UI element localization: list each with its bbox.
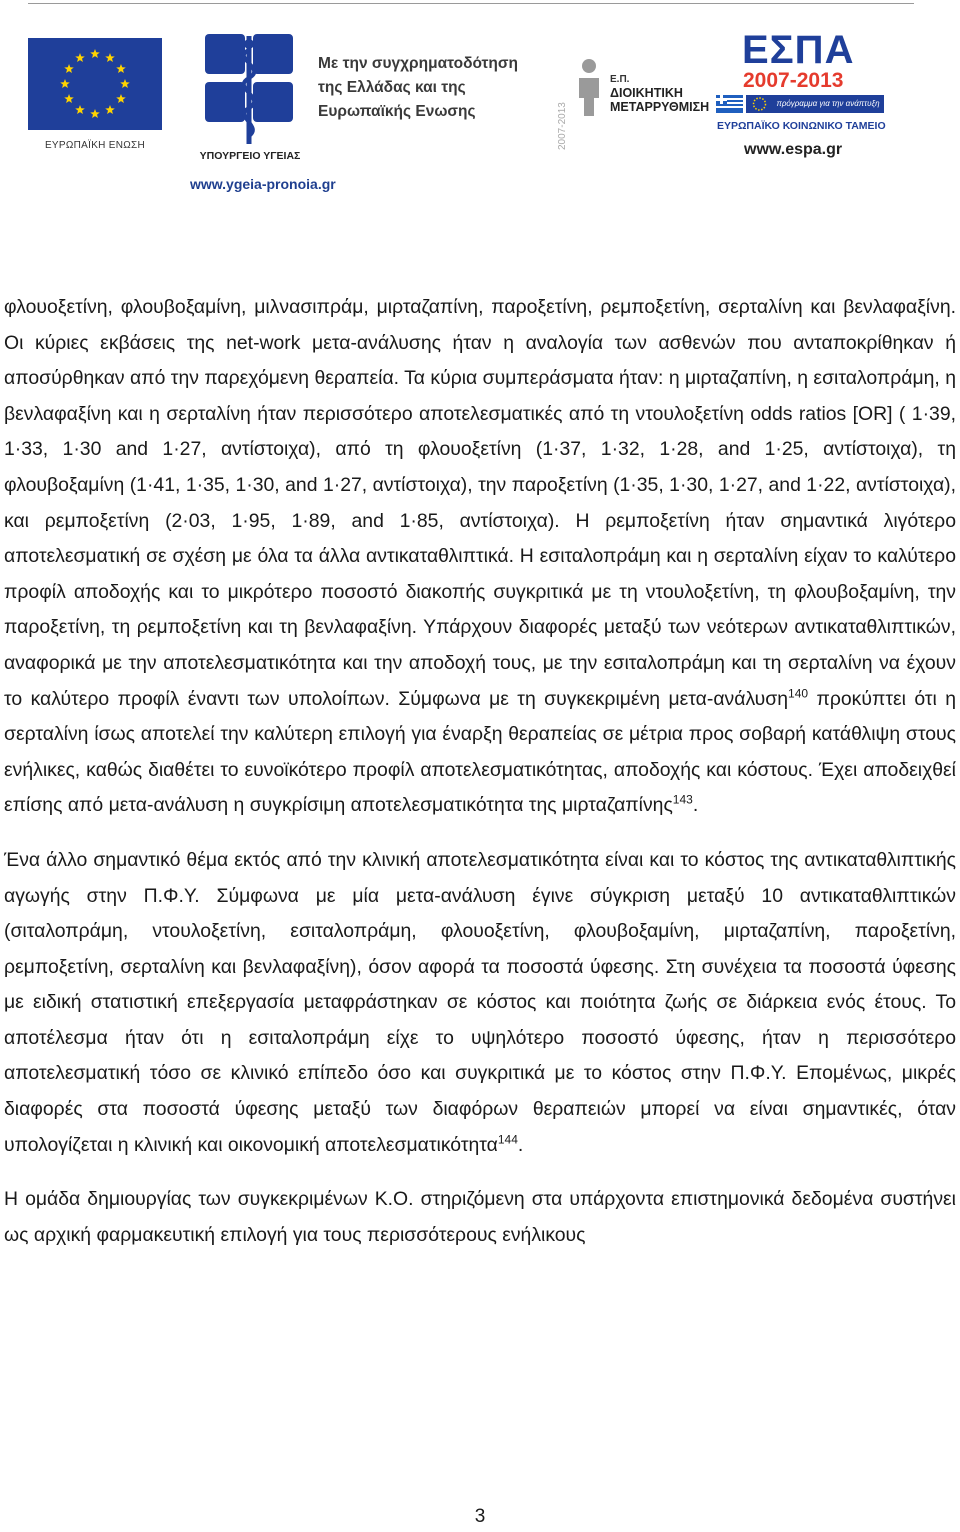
espa-url-link[interactable]: www.espa.gr bbox=[744, 141, 843, 158]
paragraph-text: προκύπτει ότι η σερταλίνη ίσως αποτελεί την καλύτερη επιλογή για έναρξη θεραπείας σε μέτρια προς σοβαρή κατάθλιψη στους ενήλικες, καθώς διαθέτει το ευνοϊκότερο προφίλ αποτελεσματικότητας, αποδοχής και κόστους. Έχει αποδειχθεί επίσης από μετα-ανάλυση η συγκρίσιμη αποτελεσματικότητα της μιρταζαπίνης bbox=[4, 687, 957, 817]
admin-small-label: Ε.Π. bbox=[610, 74, 630, 85]
page-number: 3 bbox=[474, 1506, 486, 1527]
reference-superscript: 143 bbox=[672, 792, 693, 807]
eu-flag-logo bbox=[28, 38, 162, 130]
person-figure-icon bbox=[576, 58, 602, 116]
paragraph-2 bbox=[4, 843, 956, 1163]
cofunding-line: Ευρωπαϊκής Ενωσης bbox=[318, 103, 476, 120]
paragraph-text: Ένα άλλο σημαντικό θέμα εκτός από την κλινική αποτελεσματικότητα είναι και το κόστος της αντικαταθλιπτικής αγωγής στην Π.Φ.Υ. Σύμφωνα με μία μετα-ανάλυση έγινε σύγκριση μεταξύ 10 αντικαταθλιπτικών (σιταλοπράμη, ντουλοξετίνη, εσιταλοπράμη, φλουοξετίνη, φλουβοξαμίνη, μιρταζαπίνη, παροξετίνη, ρεμποξετίνη, σερταλίνη και βενλαφαξίνη), όσον αφορά τα ποσοστά ύφεσης. Στη συνέχεια τα ποσοστά ύφεσης με ειδική στατιστική επεξεργασία μεταφράστηκαν σε κόστος και ποιότητα ζωής σε διάρκεια ενός έτους. Το αποτέλεσμα ήταν ότι η εσιταλοπράμη είχε το υψηλότερο ποσοστό ύφεσης, ήταν η περισσότερο αποτελεσματική τόσο σε κλινικό επίπεδο όσο και συγκριτικά με το κόστος στην Π.Φ.Υ. Επομένως, μικρές διαφορές στα ποσοστά ύφεσης μεταξύ των διαφόρων θεραπειών μπορεί να είναι σημαντικές, όταν υπολογίζεται η κλινική και οικονομική αποτελεσματικότητα bbox=[4, 848, 956, 1156]
reference-superscript: 144 bbox=[497, 1132, 518, 1147]
paragraph-1 bbox=[4, 290, 956, 824]
header-logos bbox=[0, 0, 960, 210]
ministry-url-link[interactable]: www.ygeia-pronoia.gr bbox=[190, 176, 336, 192]
reference-superscript: 140 bbox=[788, 686, 809, 701]
eu-caption: ΕΥΡΩΠΑΪΚΗ ΕΝΩΣΗ bbox=[44, 140, 146, 151]
cofunding-line: της Ελλάδας και της bbox=[318, 79, 466, 96]
espa-years: 2007-2013 bbox=[743, 69, 844, 92]
document-body bbox=[4, 290, 956, 1253]
paragraph-text: . bbox=[692, 794, 699, 817]
paragraph-text: . bbox=[517, 1133, 524, 1156]
greek-eu-flags-icon bbox=[716, 93, 774, 115]
paragraph-3 bbox=[4, 1182, 956, 1253]
ministry-caption: ΥΠΟΥΡΓΕΙΟ ΥΓΕΙΑΣ bbox=[199, 150, 301, 162]
ministry-emblem-logo bbox=[203, 32, 295, 150]
espa-fund-caption: ΕΥΡΩΠΑΪΚΟ ΚΟΙΝΩΝΙΚΟ ΤΑΜΕΙΟ bbox=[717, 120, 886, 132]
cofunding-line: Με την συγχρηματοδότηση bbox=[318, 55, 518, 72]
admin-title bbox=[610, 86, 709, 114]
admin-years: 2007-2013 bbox=[557, 102, 568, 150]
paragraph-text: Η ομάδα δημιουργίας των συγκεκριμένων Κ.Ο. στηριζόμενη στα υπάρχοντα επιστημονικά δεδομένα συστήνει ως αρχική φαρμακευτική επιλογή για τους περισσότερους ενήλικους bbox=[4, 1188, 956, 1246]
paragraph-text: φλουοξετίνη, φλουβοξαμίνη, μιλνασιπράμ, μιρταζαπίνη, παροξετίνη, ρεμποξετίνη, σερταλίνη και βενλαφαξίνη. Οι κύριες εκβάσεις της net-work μετα-ανάλυσης ήταν η αναλογία των ασθενών που ανταποκρίθηκαν ή αποσύρθηκαν από την παρεχόμενη θεραπεία. Τα κύρια συμπεράσματα ήταν: η μιρταζαπίνη, η εσιταλοπράμη, η βενλαφαξίνη και η σερταλίνη ήταν περισσότερο αποτελεσματικές από τη ντουλοξετίνη odds ratios [OR] ( 1·39, 1·33, 1·30 and 1·27, αντίστοιχα), από τη φλουοξετίνη (1·37, 1·32, 1·28, and 1·25, αντίστοιχα), τη φλουβοξαμίνη (1·41, 1·35, 1·30, and 1·27, αντίστοιχα), την παροξετίνη (1·35, 1·30, 1·27, and 1·22, αντίστοιχα), και ρεμποξετίνη (2·03, 1·95, 1·89, and 1·85, αντίστοιχα). Η ρεμποξετίνη ήταν σημαντικά λιγότερο αποτελεσματική σε σχέση με όλα τα άλλα αντικαταθλιπτικά. Η εσιταλοπράμη και η σερταλίνη είχαν το καλύτερο προφίλ αποδοχής και το μικρότερο ποσοστό διακοπής συγκριτικά με τη ντουλοξετίνη, τη φλουβοξαμίνη, την παροξετίνη, τη ρεμποξετίνη και τη βενλαφαξίνη. Υπάρχουν διαφορές μεταξύ των νεότερων αντικαταθλιπτικών, αναφορικά με την αποτελεσματικότητα και την αποδοχή τους, με την εσιταλοπράμη και τη σερταλίνη να έχουν το καλύτερο προφίλ έναντι των υπολοίπων. Σύμφωνα με τη συγκεκριμένη μετα-ανάλυση bbox=[4, 296, 956, 710]
admin-title-line: ΔΙΟΙΚΗΤΙΚΗ bbox=[610, 86, 683, 100]
espa-programme-banner: πρόγραμμα για την ανάπτυξη bbox=[772, 95, 884, 113]
espa-wordmark: ΕΣΠΑ bbox=[742, 28, 855, 72]
admin-title-line: ΜΕΤΑΡΡΥΘΜΙΣΗ bbox=[610, 100, 710, 114]
cofunding-text bbox=[318, 52, 558, 124]
